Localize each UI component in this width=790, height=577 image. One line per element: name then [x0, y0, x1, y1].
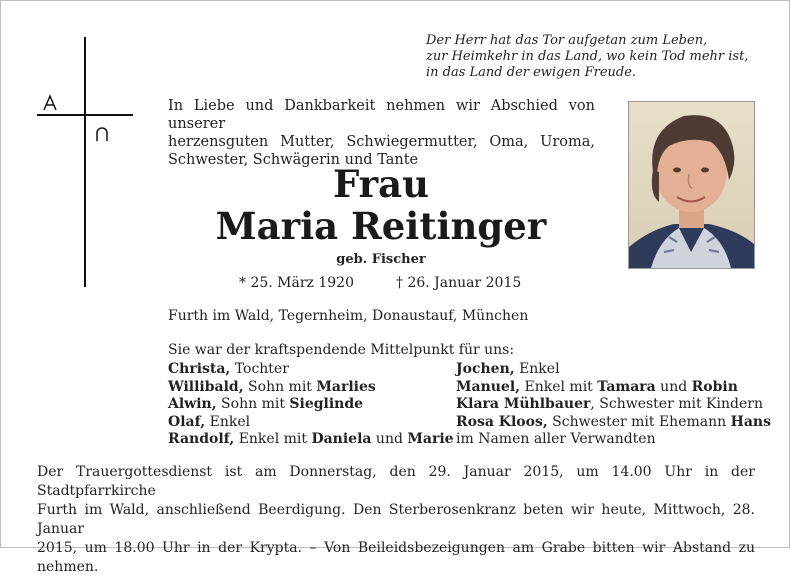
survivor-relation: Enkel mit	[234, 431, 312, 447]
survivor-name: Robin	[691, 378, 738, 395]
survivor-relation: Sohn mit	[216, 396, 290, 412]
survivor-relation: Enkel	[205, 413, 251, 430]
salutation: Frau	[333, 162, 429, 206]
survivor-row	[168, 379, 454, 397]
survivor-row	[168, 431, 454, 449]
survivor-row	[168, 396, 454, 414]
survivor-name: Alwin,	[168, 396, 217, 412]
maiden-name: geb. Fischer	[336, 252, 426, 267]
survivor-name: Klara Mühlbauer	[456, 396, 591, 412]
funeral-details	[37, 463, 755, 577]
full-name: Maria Reitinger	[215, 204, 547, 248]
survivor-name: Daniela	[311, 431, 372, 447]
portrait-photo	[628, 101, 755, 269]
survivor-name: Sieglinde	[289, 396, 364, 412]
survivor-row	[456, 379, 771, 397]
bible-verse	[426, 33, 766, 81]
survivor-name: Marie	[407, 431, 454, 447]
survivor-row	[168, 414, 454, 432]
survivor-relation: , Schwester mit Kindern	[590, 396, 763, 412]
survivor-name: Tamara	[597, 378, 656, 395]
survivor-relation: Schwester mit Ehemann	[547, 413, 731, 430]
death-date: † 26. Januar 2015	[396, 275, 522, 291]
places-list: Furth im Wald, Tegernheim, Donaustauf, München	[168, 308, 529, 324]
survivor-row	[168, 361, 454, 379]
survivor-relation: im Namen aller Verwandten	[456, 431, 656, 447]
footer-line: Furth im Wald, anschließend Beerdigung. Den Sterberosenkranz beten wir heute, Mittwoch, 28. Januar	[37, 502, 755, 537]
verse-line: Der Herr hat das Tor aufgetan zum Leben,	[426, 33, 708, 48]
survivor-relation: und	[655, 378, 692, 395]
omega-symbol	[97, 128, 107, 141]
birth-date: * 25. März 1920	[239, 275, 354, 291]
verse-line: in das Land der ewigen Freude.	[426, 65, 637, 80]
survivor-row	[456, 431, 771, 449]
survivor-row	[456, 414, 771, 432]
survivor-row	[456, 396, 771, 414]
survivor-relation: Enkel	[514, 361, 560, 377]
survivors-right-column	[456, 361, 771, 449]
survivor-relation: Sohn mit	[243, 378, 317, 395]
footer-line: 2015, um 18.00 Uhr in der Krypta. – Von Beileidsbezeigungen am Grabe bitten wir Abstand zu nehmen.	[37, 540, 755, 575]
survivor-name: Rosa Kloos,	[456, 413, 548, 430]
survivors-intro: Sie war der kraftspendende Mittelpunkt für uns:	[168, 342, 515, 358]
footer-line: Der Trauergottesdienst ist am Donnerstag, den 29. Januar 2015, um 14.00 Uhr in der Stadtpfarrkirche	[37, 464, 755, 499]
intro-line: Schwester, Schwägerin und Tante	[168, 152, 419, 168]
alpha-symbol	[44, 96, 56, 110]
verse-line: zur Heimkehr in das Land, wo kein Tod mehr ist,	[426, 49, 749, 64]
cross-icon	[37, 37, 137, 287]
survivor-relation: und	[371, 431, 408, 447]
deceased-name	[166, 163, 596, 247]
survivor-name: Manuel,	[456, 378, 521, 395]
survivor-name: Randolf,	[168, 431, 235, 447]
survivor-name: Olaf,	[168, 413, 206, 430]
intro-line: herzensguten Mutter, Schwiegermutter, Oma, Uroma,	[168, 134, 595, 150]
survivor-relation: Tochter	[230, 361, 289, 377]
survivors-left-column	[168, 361, 454, 449]
survivor-name: Willibald,	[168, 378, 244, 395]
survivor-name: Christa,	[168, 361, 231, 377]
survivor-row	[456, 361, 771, 379]
intro-line: In Liebe und Dankbarkeit nehmen wir Abschied von unserer	[168, 98, 595, 132]
survivor-relation: Enkel mit	[520, 378, 598, 395]
intro-text	[168, 97, 595, 169]
survivor-name: Marlies	[316, 378, 376, 395]
survivor-name: Jochen,	[456, 361, 515, 377]
survivor-name: Hans	[730, 413, 771, 430]
